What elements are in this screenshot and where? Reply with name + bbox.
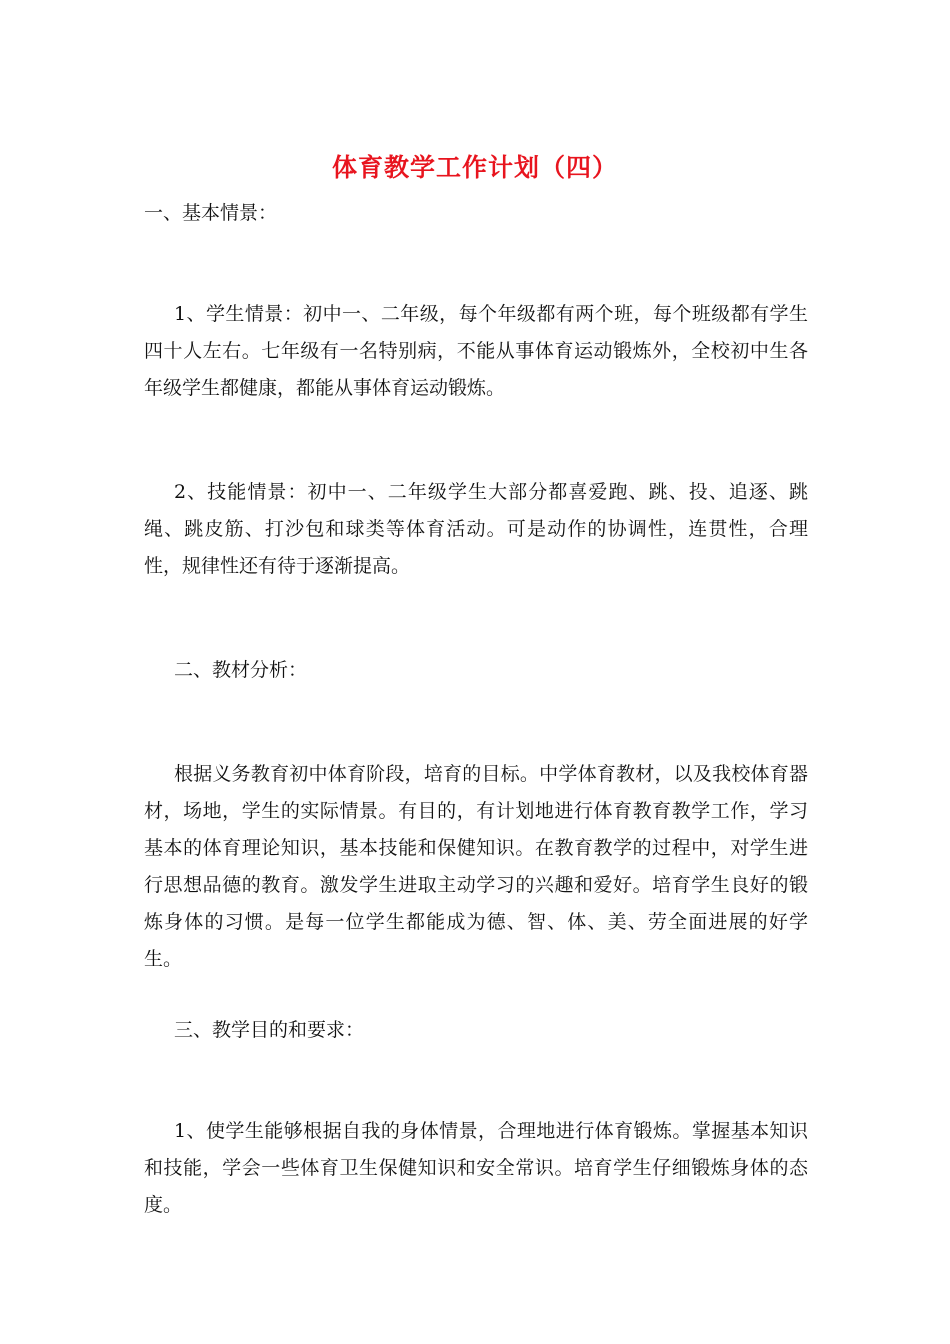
paragraph-student-situation: 1、学生情景：初中一、二年级，每个年级都有两个班，每个班级都有学生四十人左右。七年级有一名特别病，不能从事体育运动锻炼外，全校初中生各年级学生都健康，都能从事体育运动锻炼。 [144,303,808,399]
section-heading-teaching-goals: 三、教学目的和要求： [174,1019,365,1041]
paragraph-teaching-goal-1: 1、使学生能够根据自我的身体情景，合理地进行体育锻炼。掌握基本知识和技能，学会一些体育卫生保健知识和安全常识。培育学生仔细锻炼身体的态度。 [144,1120,808,1216]
section-heading-basic-situation: 一、基本情景： [144,202,278,224]
document-title: 体育教学工作计划（四） [331,153,618,182]
paragraph-textbook-analysis: 根据义务教育初中体育阶段，培育的目标。中学体育教材，以及我校体育器材，场地，学生的实际情景。有目的，有计划地进行体育教育教学工作，学习基本的体育理论知识，基本技能和保健知识。在教育教学的过程中，对学生进行思想品德的教育。激发学生进取主动学习的兴趣和爱好。培育学生良好的锻炼身体的习惯。是每一位学生都能成为德、智、体、美、劳全面进展的好学生。 [144,763,808,970]
paragraph-skill-situation: 2、技能情景：初中一、二年级学生大部分都喜爱跑、跳、投、追逐、跳绳、跳皮筋、打沙包和球类等体育活动。可是动作的协调性，连贯性，合理性，规律性还有待于逐渐提高。 [144,481,808,577]
section-heading-textbook-analysis: 二、教材分析： [174,659,308,681]
